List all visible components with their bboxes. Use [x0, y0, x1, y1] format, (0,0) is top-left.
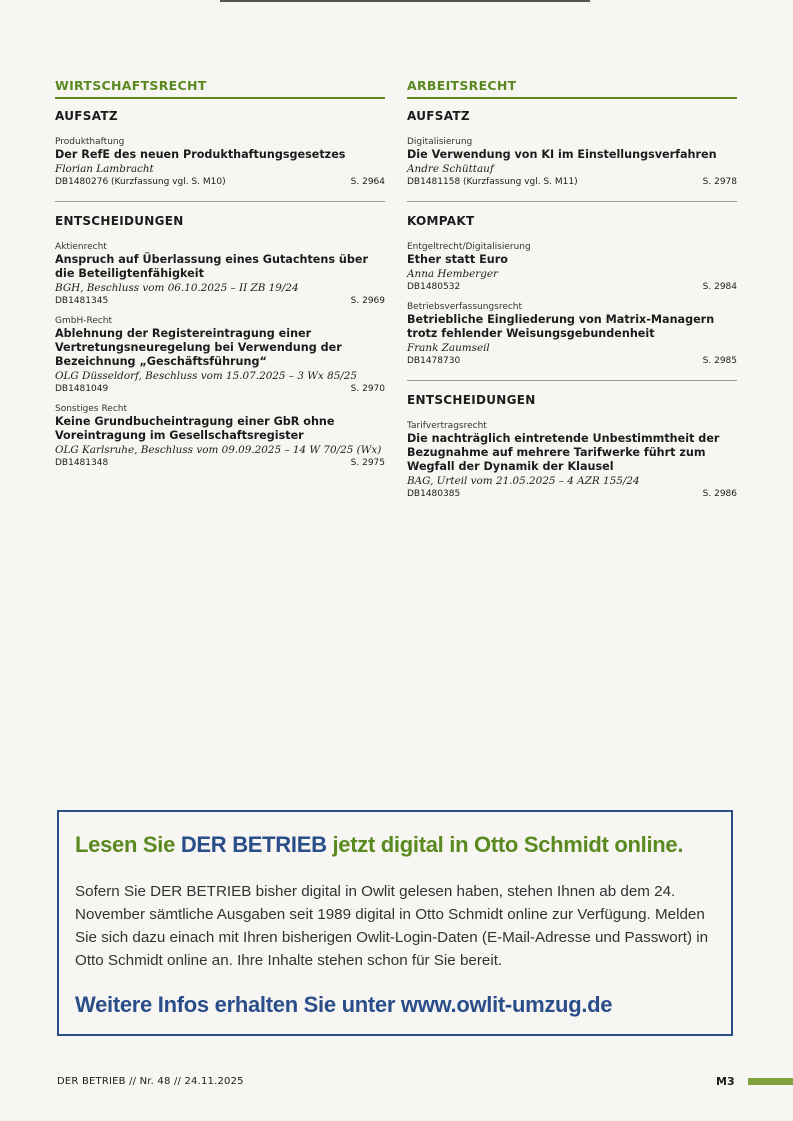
entry-page: S. 2978 [702, 177, 737, 187]
entry-author: Anna Hemberger [407, 268, 498, 280]
entry-author: Andre Schüttauf [407, 163, 494, 175]
entry-page: S. 2986 [702, 489, 737, 499]
group-heading: ENTSCHEIDUNGEN [55, 201, 385, 236]
entry-category: Sonstiges Recht [55, 404, 128, 414]
entry-id: DB1481158 (Kurzfassung vgl. S. M11) [407, 177, 578, 187]
entry-author: OLG Düsseldorf, Beschluss vom 15.07.2025 – 3 Wx 85/25 [55, 370, 358, 382]
entry-page: S. 2964 [350, 177, 385, 187]
group-heading: AUFSATZ [55, 109, 118, 123]
list-item[interactable] [407, 242, 737, 292]
list-item[interactable] [55, 242, 385, 306]
page-number: M3 [716, 1075, 735, 1088]
entry-page: S. 2970 [350, 384, 385, 394]
list-item[interactable] [407, 302, 737, 366]
entry-id: DB1480385 [407, 489, 461, 499]
entry-category: Entgeltrecht/Digitalisierung [407, 242, 531, 252]
list-item[interactable] [55, 316, 385, 394]
promo-headline-pre: Lesen Sie [75, 832, 181, 857]
entry-title[interactable]: Die Verwendung von KI im Einstellungsverfahren [407, 148, 717, 161]
group-heading: KOMPAKT [407, 201, 737, 236]
entry-author: Frank Zaumseil [407, 342, 490, 354]
entry-category: Tarifvertragsrecht [407, 421, 487, 431]
promo-box [57, 810, 733, 1036]
list-item[interactable] [407, 137, 737, 187]
column-arbeitsrecht [407, 78, 737, 509]
entry-id: DB1480276 (Kurzfassung vgl. S. M10) [55, 177, 226, 187]
entry-title[interactable]: Keine Grundbucheintragung einer GbR ohne Voreintragung im Gesellschaftsregister [55, 415, 335, 442]
promo-body: Sofern Sie DER BETRIEB bisher digital in Owlit gelesen haben, stehen Ihnen ab dem 24. November sämtliche Ausgaben seit 1989 digital in Otto Schmidt online zur Verfügung. Melden Sie sich dazu einach mit Ihren bisherigen Owlit-Login-Daten (E-Mail-Adresse und Passwort) in Otto Schmidt online an. Ihre Inhalte stehen schon für Sie bereit. [75, 883, 709, 969]
entry-title[interactable]: Ablehnung der Registereintragung einer Vertretungsneuregelung bei Verwendung der Bezeichnung „Geschäftsführung“ [55, 327, 342, 368]
promo-headline-post: jetzt digital in Otto Schmidt online. [326, 832, 684, 857]
page-accent-bar [748, 1078, 793, 1085]
entry-id: DB1481348 [55, 458, 109, 468]
entry-author: BAG, Urteil vom 21.05.2025 – 4 AZR 155/24 [407, 475, 640, 487]
promo-link[interactable]: Weitere Infos erhalten Sie unter www.owlit-umzug.de [75, 992, 613, 1017]
section-heading: WIRTSCHAFTSRECHT [55, 78, 385, 99]
entry-page: S. 2984 [702, 282, 737, 292]
entry-id: DB1480532 [407, 282, 461, 292]
promo-headline [75, 832, 683, 858]
group-heading: ENTSCHEIDUNGEN [407, 380, 737, 415]
column-wirtschaftsrecht [55, 78, 385, 478]
entry-id: DB1478730 [407, 356, 461, 366]
entry-category: Produkthaftung [55, 137, 125, 147]
entry-id: DB1481345 [55, 296, 109, 306]
entry-title[interactable]: Der RefE des neuen Produkthaftungsgesetzes [55, 148, 346, 161]
promo-headline-brand: DER BETRIEB [180, 832, 327, 857]
entry-title[interactable]: Ether statt Euro [407, 253, 508, 266]
entry-category: Aktienrecht [55, 242, 107, 252]
entry-category: GmbH-Recht [55, 316, 113, 326]
entry-title[interactable]: Betriebliche Eingliederung von Matrix-Managern trotz fehlender Weisungsgebundenheit [407, 313, 715, 340]
list-item[interactable] [55, 137, 385, 187]
group-heading: AUFSATZ [407, 109, 470, 123]
entry-id: DB1481049 [55, 384, 109, 394]
entry-title[interactable]: Die nachträglich eintretende Unbestimmtheit der Bezugnahme auf mehrere Tarifwerke führt zum Wegfall der Dynamik der Klausel [407, 432, 720, 473]
entry-author: Florian Lambracht [55, 163, 154, 175]
list-item[interactable] [55, 404, 385, 468]
entry-page: S. 2969 [350, 296, 385, 306]
section-heading: ARBEITSRECHT [407, 78, 737, 99]
entry-category: Digitalisierung [407, 137, 473, 147]
entry-category: Betriebsverfassungsrecht [407, 302, 523, 312]
entry-author: BGH, Beschluss vom 06.10.2025 – II ZB 19/24 [55, 282, 299, 294]
top-edge-line [220, 0, 590, 2]
entry-page: S. 2975 [350, 458, 385, 468]
issue-info: DER BETRIEB // Nr. 48 // 24.11.2025 [57, 1076, 244, 1087]
entry-page: S. 2985 [702, 356, 737, 366]
entry-title[interactable]: Anspruch auf Überlassung eines Gutachtens über die Beteiligtenfähigkeit [55, 253, 368, 280]
entry-author: OLG Karlsruhe, Beschluss vom 09.09.2025 – 14 W 70/25 (Wx) [55, 444, 382, 456]
list-item[interactable] [407, 421, 737, 499]
